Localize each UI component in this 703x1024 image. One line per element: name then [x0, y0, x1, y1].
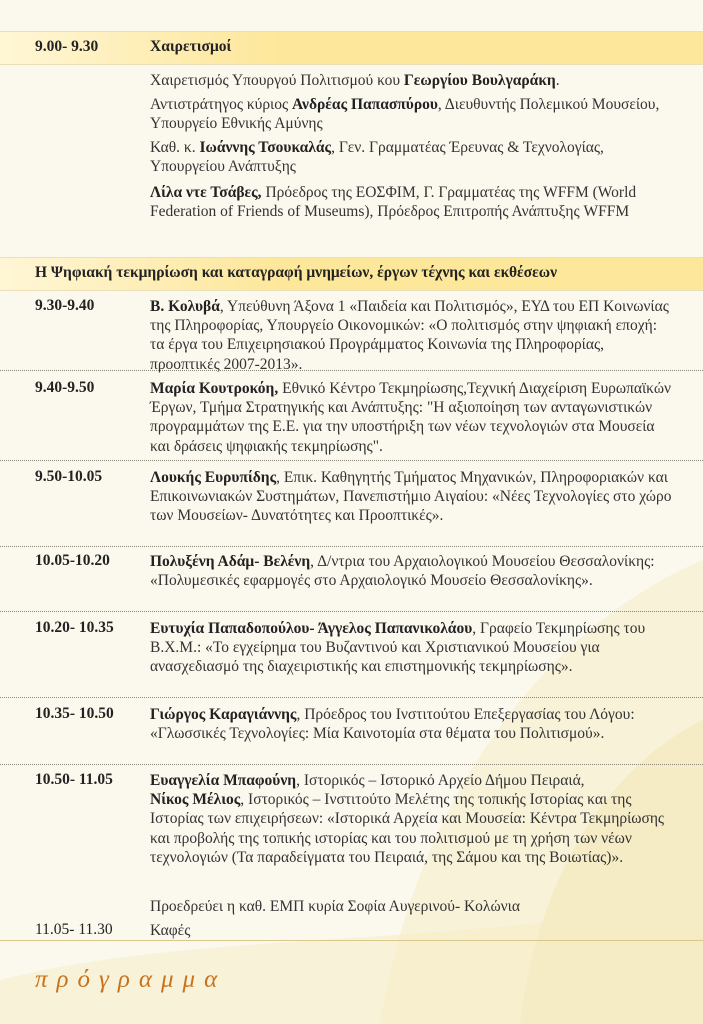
divider: [0, 611, 703, 612]
talk-time: 10.05-10.20: [35, 552, 110, 569]
break-label: Καφές: [150, 922, 191, 939]
welcome-item: Αντιστράτηγος κύριος Ανδρέας Παπασπύρου, Διευθυντής Πολεμικού Μουσείου, Υπουργείο Εθνικής Αμύνης: [150, 96, 660, 133]
divider: [0, 370, 703, 371]
talk-description: Ευαγγελία Μπαφούνη, Ιστορικός – Ιστορικό Αρχείο Δήμου Πειραιά, Νίκος Μέλιος, Ιστορικός – Ινστιτούτο Μελέτης της τοπικής Ιστορίας και της Ιστορίας των επιχειρήσεων: «Ιστορικά Αρχεία και Μουσεία: Κέντρα Τεκμηρίωσης και προβολής της τοπικής ιστορίας και του πολιτισμού με τη χρήση των νέων τεχνολογιών (Τα παραδείγματα του Πειραιά, της Σάμου και της Βοιωτίας)».: [150, 772, 665, 866]
welcome-band: [0, 31, 703, 65]
divider: [0, 764, 703, 765]
welcome-item: Λίλα ντε Τσάβες, Πρόεδρος της ΕΟΣΦΙΜ, Γ. Γραμματέας της WFFM (World Federation of Friends of Museums), Πρόεδρος Επιτροπής Ανάπτυξης WFFM: [150, 184, 637, 221]
talk-time: 9.50-10.05: [35, 468, 103, 485]
talk-description: Πολυξένη Αδάμ- Βελένη, Δ/ντρια του Αρχαιολογικού Μουσείου Θεσσαλονίκης: «Πολυμεσικές εφαρμογές στο Αρχαιολογικό Μουσείο Θεσσαλονίκης».: [150, 553, 655, 590]
divider: [0, 460, 703, 461]
divider: [0, 697, 703, 698]
welcome-item: Καθ. κ. Ιωάννης Τσουκαλάς, Γεν. Γραμματέας Έρευνας & Τεχνολογίας, Υπουργείου Ανάπτυξης: [150, 139, 604, 176]
talk-description: Ευτυχία Παπαδοπούλου- Άγγελος Παπανικολάου, Γραφείο Τεκμηρίωσης του Β.Χ.Μ.: «Το εγχείρημα του Βυζαντινού και Χριστιανικού Μουσείου για ανασχεδιασμό της διαχειριστικής και επιστημονικής τεκμηρίωσης».: [150, 620, 646, 676]
welcome-time: 9.00- 9.30: [35, 38, 99, 55]
talk-description: Μαρία Κουτροκόη, Εθνικό Κέντρο Τεκμηρίωσης,Τεχνική Διαχείριση Ευρωπαϊκών Έργων, Τμήμα Στρατηγικής και Ανάπτυξης: "Η αξιοποίηση των ανταγωνιστικών προγραμμάτων της Ε.Ε. για την υποστήριξη των νέων τεχνολογιών στα Μουσεία και δράσεις ψηφιακής τεκμηρίωσης".: [150, 380, 672, 455]
talk-description: Λουκής Ευρυπίδης, Επικ. Καθηγητής Τμήματος Μηχανικών, Πληροφοριακών και Επικοινωνιακών Συστημάτων, Πανεπιστήμιο Αιγαίου: «Νέες Τεχνολογίες στο χώρο των Μουσείων- Δυνατότητες και Προοπτικές».: [150, 469, 672, 525]
talk-time: 10.50- 11.05: [35, 771, 113, 788]
divider: [0, 546, 703, 547]
talk-time: 10.20- 10.35: [35, 619, 114, 636]
talk-time: 9.40-9.50: [35, 379, 95, 396]
talk-description: Γιώργος Καραγιάννης, Πρόεδρος του Ινστιτούτου Επεξεργασίας του Λόγου: «Γλωσσικές Τεχνολογίες: Μία Καινοτομία στα θέματα του Πολιτισμού».: [150, 706, 635, 743]
talk-time: 9.30-9.40: [35, 297, 95, 314]
footer-rule: [0, 940, 703, 941]
welcome-title: Χαιρετισμοί: [150, 38, 232, 55]
welcome-item: Χαιρετισμός Υπουργού Πολιτισμού κου Γεωργίου Βουλγαράκη.: [150, 72, 560, 89]
talk-time: 10.35- 10.50: [35, 705, 114, 722]
footer-title: πρόγραμμα: [35, 966, 227, 993]
session-title: Η Ψηφιακή τεκμηρίωση και καταγραφή μνημείων, έργων τέχνης και εκθέσεων: [35, 264, 557, 281]
session-chair: Προεδρεύει η καθ. ΕΜΠ κυρία Σοφία Αυγερινού- Κολώνια: [150, 898, 520, 915]
talk-description: Β. Κολυβά, Υπεύθυνη Άξονα 1 «Παιδεία και Πολιτισμός», ΕΥΔ του ΕΠ Κοινωνίας της Πληροφορίας, Υπουργείο Οικονομικών: «Ο πολιτισμός στην ψηφιακή εποχή: τα έργα του Επιχειρησιακού Προγράμματος Κοινωνία της Πληροφορίας, προοπτικές 2007-2013».: [150, 298, 669, 373]
break-time: 11.05- 11.30: [35, 921, 113, 938]
